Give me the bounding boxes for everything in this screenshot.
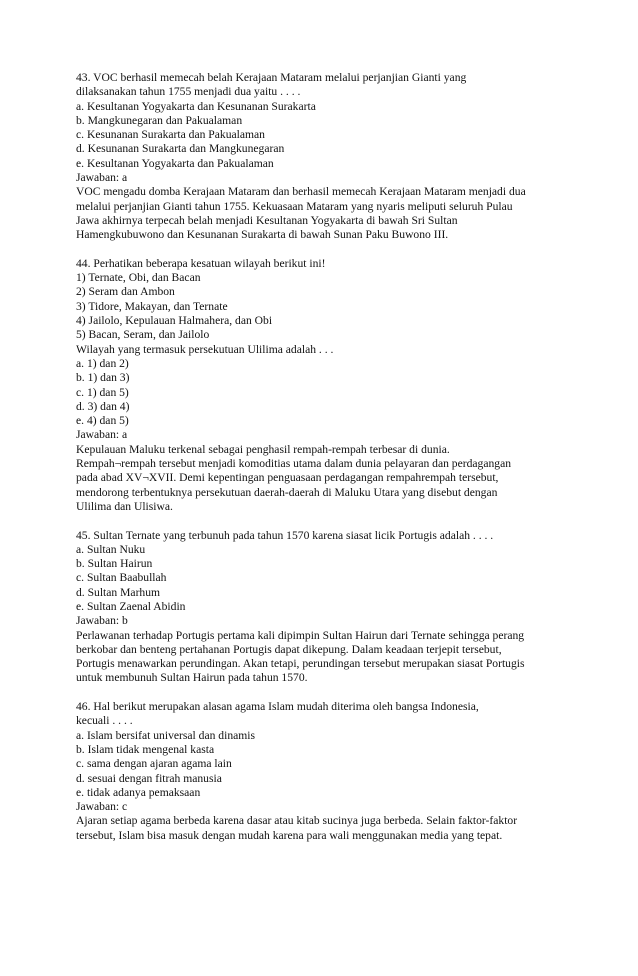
answer-option: e. 4) dan 5): [76, 414, 129, 428]
explanation-line: berkobar dan benteng pertahanan Portugis dapat dikepung. Dalam keadaan terjepit tersebut,: [76, 642, 502, 656]
question-stem-line: 3) Tidore, Makayan, dan Ternate: [76, 299, 228, 313]
question-stem-line: 1) Ternate, Obi, dan Bacan: [76, 271, 201, 285]
explanation-line: Kepulauan Maluku terkenal sebagai penghasil rempah-rempah terbesar di dunia.: [76, 442, 450, 456]
explanation-line: Jawa akhirnya terpecah belah menjadi Kesultanan Yogyakarta di bawah Sri Sultan: [76, 213, 458, 227]
answer-option: e. Sultan Zaenal Abidin: [76, 599, 186, 613]
question-block: [76, 700, 576, 843]
question-stem-line: 43. VOC berhasil memecah belah Kerajaan Mataram melalui perjanjian Gianti yang: [76, 71, 467, 84]
answer-option: c. Kesunanan Surakarta dan Pakualaman: [76, 128, 265, 142]
explanation-line: VOC mengadu domba Kerajaan Mataram dan berhasil memecah Kerajaan Mataram menjadi dua: [76, 185, 526, 199]
question-stem-line: Wilayah yang termasuk persekutuan Ulilima adalah . . .: [76, 342, 334, 356]
explanation-line: mendorong terbentuknya persekutuan daerah-daerah di Maluku Utara yang disebut dengan: [76, 485, 498, 499]
answer-option: a. Sultan Nuku: [76, 542, 146, 556]
answer-option: a. 1) dan 2): [76, 356, 129, 370]
answer-option: c. sama dengan ajaran agama lain: [76, 757, 232, 771]
question-stem-line: 5) Bacan, Seram, dan Jailolo: [76, 328, 210, 342]
question-stem-line: dilaksanakan tahun 1755 menjadi dua yaitu . . . .: [76, 85, 301, 99]
answer-key: Jawaban: c: [76, 800, 128, 814]
answer-option: b. Islam tidak mengenal kasta: [76, 742, 215, 756]
answer-option: d. Sultan Marhum: [76, 585, 161, 599]
explanation-line: Rempah¬rempah tersebut menjadi komoditias utama dalam dunia pelayaran dan perdagangan: [76, 457, 512, 471]
answer-option: e. tidak adanya pemaksaan: [76, 785, 201, 799]
answer-option: e. Kesultanan Yogyakarta dan Pakualaman: [76, 156, 274, 170]
question-spacer: [76, 514, 576, 528]
answer-option: b. Mangkunegaran dan Pakualaman: [76, 113, 243, 127]
explanation-line: Ulilima dan Ulisiwa.: [76, 499, 173, 513]
explanation-line: melalui perjanjian Gianti tahun 1755. Kekuasaan Mataram yang nyaris meliputi seluruh Pulau: [76, 199, 513, 213]
question-spacer: [76, 243, 576, 257]
explanation-line: untuk membunuh Sultan Hairun pada tahun 1570.: [76, 671, 308, 685]
answer-option: c. Sultan Baabullah: [76, 571, 167, 585]
question-spacer: [76, 686, 576, 700]
explanation-line: Perlawanan terhadap Portugis pertama kali dipimpin Sultan Hairun dari Ternate sehingga perang: [76, 628, 525, 642]
answer-option: d. sesuai dengan fitrah manusia: [76, 771, 222, 785]
answer-key: Jawaban: b: [76, 614, 128, 628]
document-page: [76, 71, 576, 843]
question-stem-line: 2) Seram dan Ambon: [76, 285, 175, 299]
question-block: [76, 529, 576, 686]
answer-option: a. Islam bersifat universal dan dinamis: [76, 728, 256, 742]
answer-option: d. 3) dan 4): [76, 399, 130, 413]
explanation-line: Portugis menawarkan perundingan. Akan tetapi, perundingan tersebut merupakan siasat Portugis: [76, 657, 525, 671]
answer-key: Jawaban: a: [76, 171, 128, 185]
answer-option: a. Kesultanan Yogyakarta dan Kesunanan Surakarta: [76, 99, 316, 113]
answer-key: Jawaban: a: [76, 428, 128, 442]
question-stem-line: 45. Sultan Ternate yang terbunuh pada tahun 1570 karena siasat licik Portugis adalah . . . .: [76, 528, 494, 542]
explanation-line: Hamengkubuwono dan Kesunanan Surakarta di bawah Sunan Paku Buwono III.: [76, 228, 449, 242]
question-block: [76, 257, 576, 514]
question-stem-line: 44. Perhatikan beberapa kesatuan wilayah berikut ini!: [76, 256, 326, 270]
question-stem-line: 46. Hal berikut merupakan alasan agama Islam mudah diterima oleh bangsa Indonesia,: [76, 700, 479, 714]
answer-option: b. 1) dan 3): [76, 371, 130, 385]
answer-option: b. Sultan Hairun: [76, 557, 153, 571]
question-stem-line: kecuali . . . .: [76, 714, 133, 728]
explanation-line: Ajaran setiap agama berbeda karena dasar atau kitab sucinya juga berbeda. Selain faktor-faktor: [76, 814, 518, 828]
answer-option: d. Kesunanan Surakarta dan Mangkunegaran: [76, 142, 285, 156]
answer-option: c. 1) dan 5): [76, 385, 129, 399]
question-block: [76, 71, 576, 243]
explanation-line: tersebut, Islam bisa masuk dengan mudah karena para wali menggunakan media yang tepat.: [76, 828, 503, 842]
question-stem-line: 4) Jailolo, Kepulauan Halmahera, dan Obi: [76, 314, 273, 328]
explanation-line: pada abad XV¬XVII. Demi kepentingan penguasaan perdagangan rempahrempah tersebut,: [76, 471, 499, 485]
